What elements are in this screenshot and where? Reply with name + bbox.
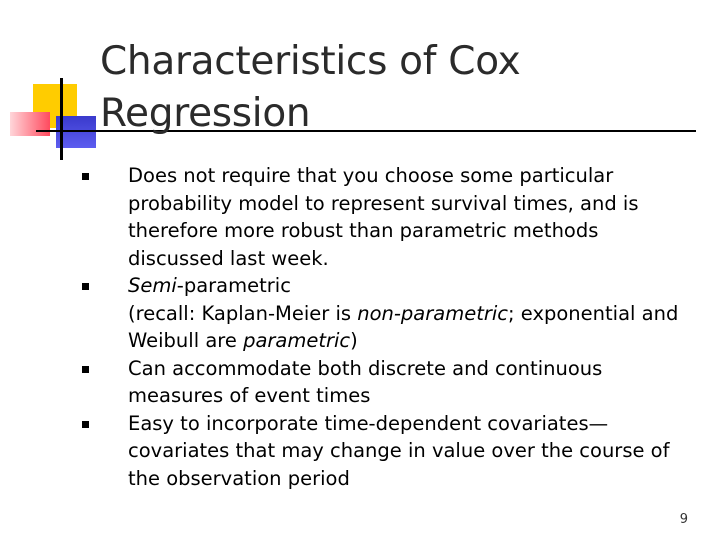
bullet-item [82,162,692,272]
bullet-text: Easy to incorporate time-dependent covariates—covariates that may change in value over the course of the observation period [128,411,670,490]
bullet-italic-text: parametric [243,329,351,352]
logo-vertical-line [60,78,63,160]
bullet-text-part: ) [350,329,358,352]
bullet-item [82,410,692,493]
bullet-item [82,272,692,355]
bullet-text [128,272,692,355]
bullet-text-part: ; exponential and Weibull are [128,301,679,352]
bullet-italic-text: non-parametric [357,301,509,325]
page-number: 9 [679,512,688,527]
square-bullet-icon [82,173,89,180]
square-bullet-icon [82,366,89,373]
square-bullet-icon [82,421,89,428]
title-line-2: Regression [100,91,311,136]
bullet-list [82,162,692,492]
title-line-1: Characteristics of Cox [100,39,521,84]
bullet-item [82,355,692,410]
bullet-text: Does not require that you choose some particular probability model to represent survival times, and is therefore more robust than parametric methods discussed last week. [128,164,639,270]
slide-title [100,36,700,140]
bullet-italic-text: Semi [128,274,177,297]
square-bullet-icon [82,283,89,290]
bullet-text-part: (recall: Kaplan-Meier is [128,301,358,325]
bullet-text: Can accommodate both discrete and continuous measures of event times [128,356,603,407]
bullet-text-part: -parametric [176,274,291,297]
logo-red-bar [10,112,50,136]
